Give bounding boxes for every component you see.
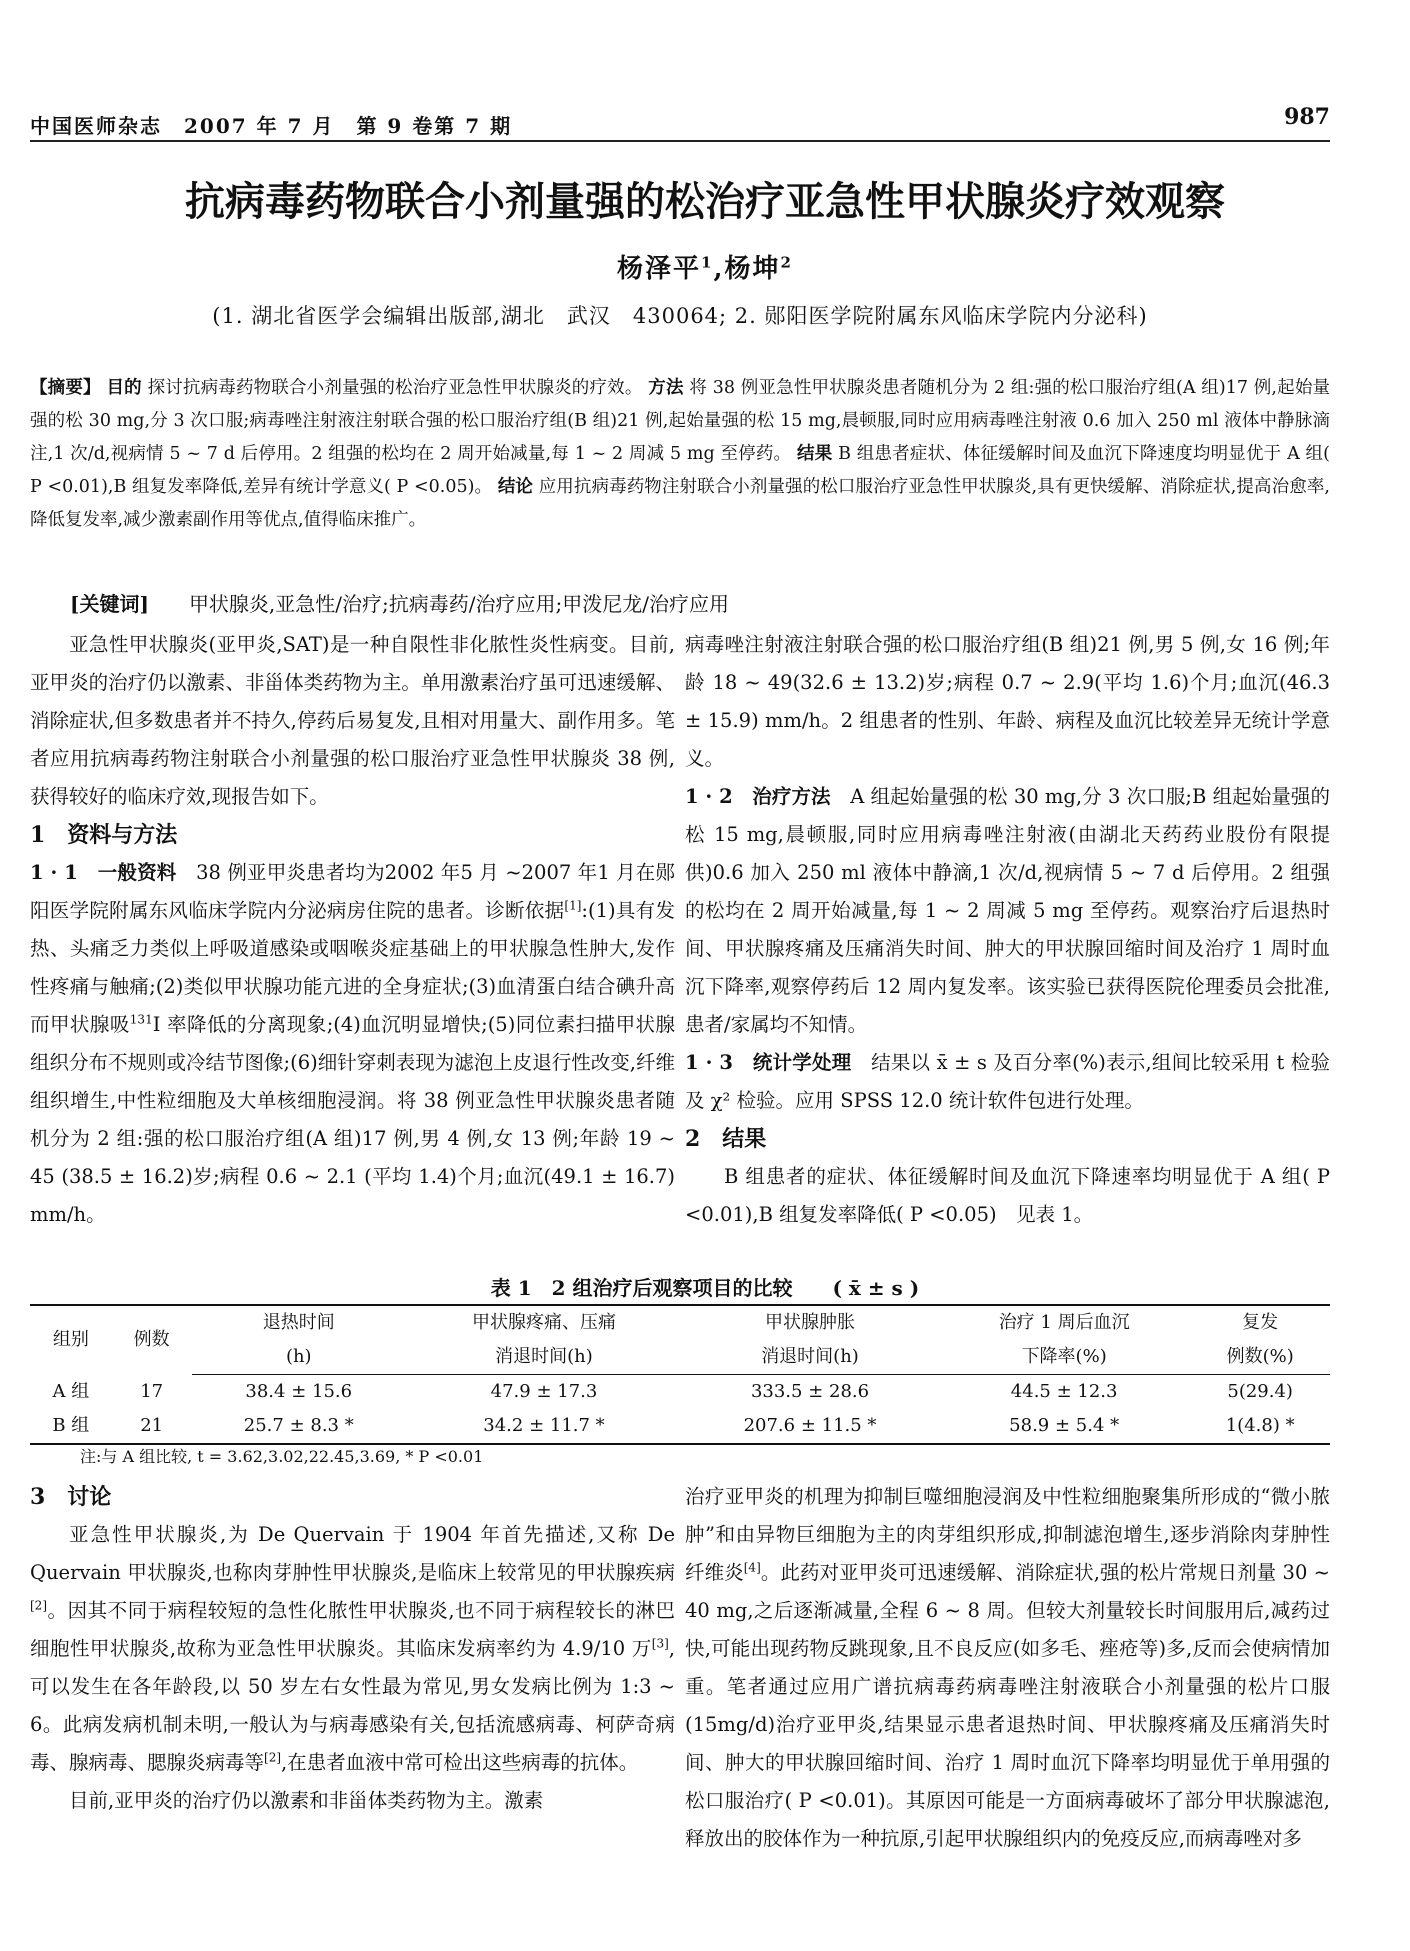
citation-ref: [4] [743, 1560, 761, 1575]
table-header-cell: 退热时间 [192, 1305, 406, 1340]
table-header-cell: 甲状腺疼痛、压痛 [406, 1305, 682, 1340]
running-header [30, 104, 1330, 144]
table-cell: 207.6 ± 11.5 * [682, 1409, 938, 1444]
text-run: 。因其不同于病程较短的急性化脓性甲状腺炎,也不同于病程较长的淋巴细胞性甲状腺炎,故称为亚急性甲状腺炎。其临床发病率约为 4.9/10 万 [30, 1599, 675, 1660]
table-header-cell: 例数(%) [1190, 1340, 1330, 1375]
keywords-text: 甲状腺炎,亚急性/治疗;抗病毒药/治疗应用;甲泼尼龙/治疗应用 [188, 592, 729, 616]
group-b-paragraph: 病毒唑注射液注射联合强的松口服治疗组(B 组)21 例,男 5 例,女 16 例;年龄 18 ~ 49(32.6 ± 13.2)岁;病程 0.7 ~ 2.9(平均 1.6)个月;血沉(46.3 ± 15.9) mm/h。2 组患者的性别、年龄、病程及血沉比较差异无统计学意义。 [685, 633, 1330, 770]
table-note: 注:与 A 组比较, t = 3.62,3.02,22.45,3.69, * P <0.01 [80, 1447, 484, 1466]
objective-label: 目的 [106, 378, 142, 398]
keywords-label: [关键词] [70, 592, 149, 616]
text-run: I 率降低的分离现象;(4)血沉明显增快;(5)同位素扫描甲状腺组织分布不规则或冷结节图像;(6)细针穿刺表现为滤泡上皮退行性改变,纤维组织增生,中性粒细胞及大单核细胞浸润。将 38 例亚急性甲状腺炎患者随机分为 2 组:强的松口服治疗组(A 组)17 例,男 4 例,女 13 例;年龄 19 ~ 45 (38.5 ± 16.2)岁;病程 0.6 ~ 2.1 (平均 1.4)个月;血沉(49.1 ± 16.7) mm/h。 [30, 1013, 675, 1226]
affiliation: (1. 湖北省医学会编辑出版部,湖北 武汉 430064; 2. 郧阳医学院附属东风临床学院内分泌科) [212, 304, 1148, 328]
author-name: 杨坤 [724, 254, 781, 284]
subsection-statistics [685, 1044, 1330, 1120]
discussion-paragraph [30, 1516, 675, 1782]
objective-text: 探讨抗病毒药物联合小剂量强的松治疗亚急性甲状腺炎的疗效。 [147, 378, 643, 398]
discussion-paragraph [685, 1478, 1330, 1858]
table-cell: 44.5 ± 12.3 [1010, 1381, 1118, 1402]
table-cell: 1(4.8) * [1190, 1409, 1330, 1444]
table-cell: 333.5 ± 28.6 [750, 1381, 870, 1402]
results-paragraph: B 组患者的症状、体征缓解时间及血沉下降速率均明显优于 A 组( P <0.01),B 组复发率降低( P <0.05) 见表 1。 [685, 1165, 1330, 1226]
page-number: 987 [1284, 104, 1330, 130]
results-label: 结果 [797, 444, 833, 464]
table-header-cell: 例数 [112, 1305, 192, 1375]
author-separator: , [713, 254, 725, 284]
conclusion-label: 结论 [497, 477, 534, 497]
table-header-cell: 治疗 1 周后血沉 [938, 1305, 1190, 1340]
text-run: ,可以发生在各年龄段,以 50 岁左右女性最为常见,男女发病比例为 1:3 ~ 6。此病发病机制未明,一般认为与病毒感染有关,包括流感病毒、柯萨奇病毒、腺病毒、腮腺炎病毒等 [30, 1637, 675, 1774]
subsection-heading: 1 · 2 治疗方法 [685, 785, 831, 808]
left-column-upper [30, 626, 675, 1234]
citation-ref: [2] [30, 1598, 47, 1613]
section-heading-methods: 1 资料与方法 [30, 822, 178, 848]
right-column-upper [685, 626, 1330, 1234]
methods-text: 将 38 例亚急性甲状腺炎患者随机分为 2 组:强的松口服治疗组(A 组)17 例,起始量强的松 30 mg,分 3 次口服;病毒唑注射液注射联合强的松口服治疗组(B 组)21 例,起始量强的松 15 mg,晨顿服,同时应用病毒唑注射液 0.6 加入 250 ml 液体中静脉滴注,1 次/d,视病情 5 ~ 7 d 后停用。2 组强的松均在 2 周开始减量,每 1 ~ 2 周减 5 mg 至停药。 [30, 378, 1331, 464]
table-row [30, 1375, 1330, 1410]
subsection-heading: 1 · 3 统计学处理 [685, 1051, 852, 1074]
table-header-cell: 复发 [1190, 1305, 1330, 1340]
left-column-lower [30, 1478, 675, 1820]
text-run: :(1)具有发热、头痛乏力类似上呼吸道感染或咽喉炎症基础上的甲状腺急性肿大,发作性疼痛与触痛;(2)类似甲状腺功能亢进的全身症状;(3)血清蛋白结合碘升高而甲状腺吸 [30, 899, 675, 1036]
conclusion-text: 应用抗病毒药物注射联合小剂量强的松口服治疗亚急性甲状腺炎,具有更快缓解、消除症状,提高治愈率,降低复发率,减少激素副作用等优点,值得临床推广。 [30, 477, 1330, 530]
section-heading-results: 2 结果 [685, 1126, 767, 1152]
header-rule [30, 140, 1330, 142]
text-run: 38 例亚甲炎患者均为2002 年5 月 ~2007 年1 月在郧阳医学院附属东风临床学院内分泌病房住院的患者。诊断依据 [30, 861, 675, 922]
text-run: 结果以 x̄ ± s 及百分率(%)表示,组间比较采用 t 检验及 χ² 检验。应用 SPSS 12.0 统计软件包进行处理。 [685, 1051, 1330, 1112]
table-header-cell: (h) [192, 1340, 406, 1375]
author-affiliation-mark: 1 [701, 253, 714, 272]
results-text: B 组患者症状、体征缓解时间及血沉下降速度均明显优于 A 组( P <0.01),B 组复发率降低,差异有统计学意义( P <0.05)。 [30, 444, 1331, 497]
right-column-lower [685, 1478, 1330, 1858]
table-header-cell: 消退时间(h) [682, 1340, 938, 1375]
methods-label: 方法 [648, 378, 684, 398]
table-cell: 47.9 ± 17.3 [490, 1381, 598, 1402]
text-run: A 组起始量强的松 30 mg,分 3 次口服;B 组起始量强的松 15 mg,晨顿服,同时应用病毒唑注射液(由湖北天药药业股份有限提供)0.6 加入 250 ml 液体中静滴,1 次/d,视病情 5 ~ 7 d 后停用。2 组强的松均在 2 周开始减量,每 1 ~ 2 周减 5 mg 至停药。观察治疗后退热时间、甲状腺疼痛及压痛消失时间、肿大的甲状腺回缩时间及治疗 1 周时血沉下降率,观察停药后 12 周内复发率。该实验已获得医院伦理委员会批准,患者/家属均不知情。 [685, 785, 1330, 1036]
table-cell: 38.4 ± 15.6 [245, 1381, 353, 1402]
abstract [30, 372, 1330, 537]
table-cell: 5(29.4) [1227, 1381, 1293, 1402]
table-header-cell: 甲状腺肿胀 [682, 1305, 938, 1340]
author-name: 杨泽平 [617, 254, 702, 284]
table-cell: 58.9 ± 5.4 * [938, 1409, 1190, 1444]
author-affiliation-mark: 2 [780, 253, 793, 272]
subsection-heading: 1 · 1 一般资料 [30, 861, 177, 884]
table-header-row [30, 1340, 1330, 1375]
keywords [70, 588, 1330, 617]
table-header-cell: 消退时间(h) [406, 1340, 682, 1375]
discussion-paragraph: 目前,亚甲炎的治疗仍以激素和非甾体类药物为主。激素 [69, 1789, 544, 1812]
comparison-table [30, 1304, 1330, 1445]
journal-citation: 中国医师杂志 2007 年 7 月 第 9 卷第 7 期 [30, 114, 513, 138]
table-header-row [30, 1305, 1330, 1340]
text-run: 亚急性甲状腺炎,为 De Quervain 于 1904 年首先描述,又称 De Quervain 甲状腺炎,也称肉芽肿性甲状腺炎,是临床上较常见的甲状腺疾病 [30, 1523, 675, 1584]
text-run: ,在患者血液中常可检出这些病毒的抗体。 [281, 1751, 639, 1774]
table-cell: 21 [112, 1409, 192, 1444]
table-title: 表 1 2 组治疗后观察项目的比较 ( x̄ ± s ) [490, 1276, 920, 1300]
intro-paragraph: 亚急性甲状腺炎(亚甲炎,SAT)是一种自限性非化脓性炎性病变。目前,亚甲炎的治疗仍以激素、非甾体类药物为主。单用激素治疗虽可迅速缓解、消除症状,但多数患者并不持久,停药后易复发,且相对用量大、副作用多。笔者应用抗病毒药物注射联合小剂量强的松口服治疗亚急性甲状腺炎 38 例,获得较好的临床疗效,现报告如下。 [30, 633, 675, 808]
table-header-cell: 组别 [30, 1305, 112, 1375]
text-run: 治疗亚甲炎的机理为抑制巨噬细胞浸润及中性粒细胞聚集所形成的“微小脓肿”和由异物巨细胞为主的肉芽组织形成,抑制滤泡增生,逐步消除肉芽肿性纤维炎 [685, 1485, 1330, 1584]
subsection-treatment [685, 778, 1330, 1044]
citation-ref: [3] [651, 1636, 669, 1651]
table-row [30, 1409, 1330, 1444]
abstract-label: 【摘要】 [30, 378, 101, 398]
table-cell: B 组 [30, 1409, 112, 1444]
table-cell: 34.2 ± 11.7 * [406, 1409, 682, 1444]
text-run: 。此药对亚甲炎可迅速缓解、消除症状,强的松片常规日剂量 30 ~ 40 mg,之后逐渐减量,全程 6 ~ 8 周。但较大剂量较长时间服用后,减药过快,可能出现药物反跳现象,且不良反应(如多毛、痤疮等)多,反而会使病情加重。笔者通过应用广谱抗病毒药病毒唑注射液联合小剂量强的松片口服(15mg/d)治疗亚甲炎,结果显示患者退热时间、甲状腺疼痛及压痛消失时间、肿大的甲状腺回缩时间、治疗 1 周时血沉下降率均明显优于单用强的松口服治疗( P <0.01)。其原因可能是一方面病毒破坏了部分甲状腺滤泡,释放出的胶体作为一种抗原,引起甲状腺组织内的免疫反应,而病毒唑对多 [685, 1561, 1330, 1850]
article-title: 抗病毒药物联合小剂量强的松治疗亚急性甲状腺炎疗效观察 [185, 178, 1225, 225]
citation-ref: [2] [264, 1750, 282, 1765]
table-cell: A 组 [52, 1380, 90, 1402]
isotope-superscript: 131 [129, 1012, 153, 1027]
citation-ref: [1] [564, 898, 582, 913]
table-cell: 17 [140, 1380, 164, 1402]
section-heading-discussion: 3 讨论 [30, 1484, 112, 1510]
table-header-cell: 下降率(%) [938, 1340, 1190, 1375]
subsection-general-data [30, 854, 675, 1234]
table-cell: 25.7 ± 8.3 * [192, 1409, 406, 1444]
author-list [0, 248, 1410, 285]
